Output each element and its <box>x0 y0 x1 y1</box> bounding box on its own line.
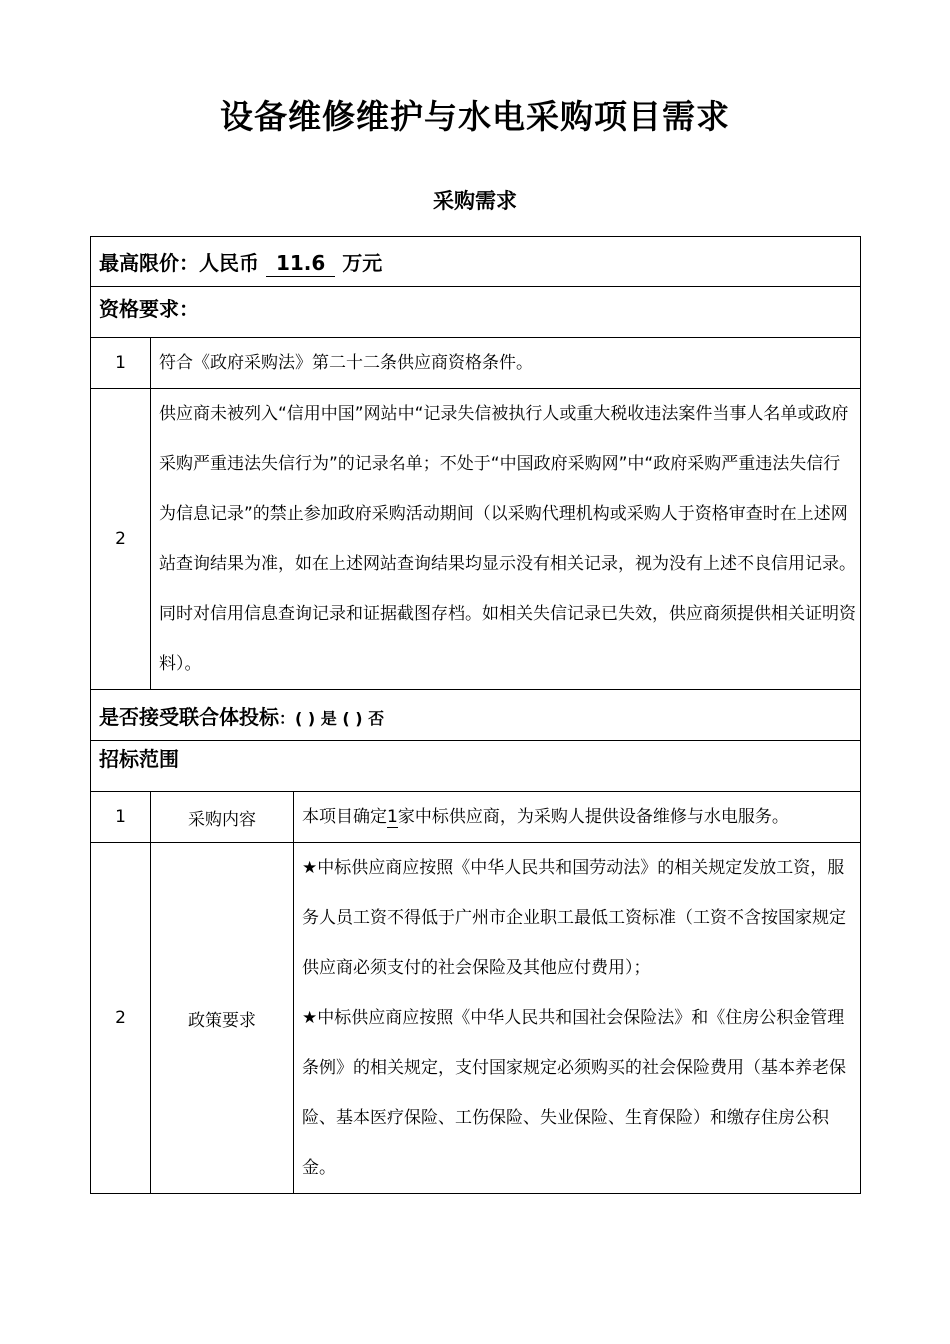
requirements-table <box>90 236 861 1194</box>
scope-item-text <box>294 792 861 843</box>
table-row <box>91 843 861 1194</box>
policy-paragraph: ★中标供应商应按照《中华人民共和国社会保险法》和《住房公积金管理条例》的相关规定，支付国家规定必须购买的社会保险费用（基本养老保险、基本医疗保险、工伤保险、失业保险、生育保险）和缴存住房公积金。 <box>302 1008 846 1178</box>
scope-item-name: 采购内容 <box>151 792 294 843</box>
table-row <box>91 338 861 389</box>
consortium-row <box>91 690 861 741</box>
row-number: 1 <box>91 792 151 843</box>
table-row <box>91 792 861 843</box>
consortium-label: 是否接受联合体投标 <box>99 704 279 729</box>
qualification-heading: 资格要求： <box>91 287 861 338</box>
budget-cell <box>91 237 861 287</box>
scope-heading-row <box>91 741 861 792</box>
budget-unit: 万元 <box>342 250 383 275</box>
qualification-heading-row <box>91 287 861 338</box>
supplier-count: 1 <box>387 807 398 827</box>
scope-text-part: 家中标供应商，为采购人提供设备维修与水电服务。 <box>397 807 789 827</box>
scope-item-text <box>294 843 861 1194</box>
budget-row <box>91 237 861 287</box>
consortium-cell <box>91 690 861 741</box>
scope-text-part: 本项目确定 <box>302 807 387 827</box>
row-number: 2 <box>91 843 151 1194</box>
qualification-text: 供应商未被列入“信用中国”网站中“记录失信被执行人或重大税收违法案件当事人名单或政府采购严重违法失信行为”的记录名单；不处于“中国政府采购网”中“政府采购严重违法失信行为信息记录”的禁止参加政府采购活动期间（以采购代理机构或采购人于资格审查时在上述网站查询结果为准，如在上述网站查询结果均显示没有相关记录，视为没有上述不良信用记录。同时对信用信息查询记录和证据截图存档。如相关失信记录已失效，供应商须提供相关证明资料）。 <box>151 389 861 690</box>
document-subtitle: 采购需求 <box>433 189 517 213</box>
qualification-text: 符合《政府采购法》第二十二条供应商资格条件。 <box>151 338 861 389</box>
consortium-options: ：( ) 是 ( ) 否 <box>279 708 385 728</box>
document-title: 设备维修维护与水电采购项目需求 <box>220 97 730 136</box>
table-row <box>91 389 861 690</box>
policy-paragraph: ★中标供应商应按照《中华人民共和国劳动法》的相关规定发放工资，服务人员工资不得低于广州市企业职工最低工资标准（工资不含按国家规定供应商必须支付的社会保险及其他应付费用）； <box>302 858 846 978</box>
budget-label: 最高限价：人民币 <box>99 250 259 275</box>
row-number: 1 <box>91 338 151 389</box>
scope-heading: 招标范围 <box>91 741 861 792</box>
row-number: 2 <box>91 389 151 690</box>
budget-amount: 11.6 <box>266 250 335 277</box>
scope-item-name: 政策要求 <box>151 843 294 1194</box>
